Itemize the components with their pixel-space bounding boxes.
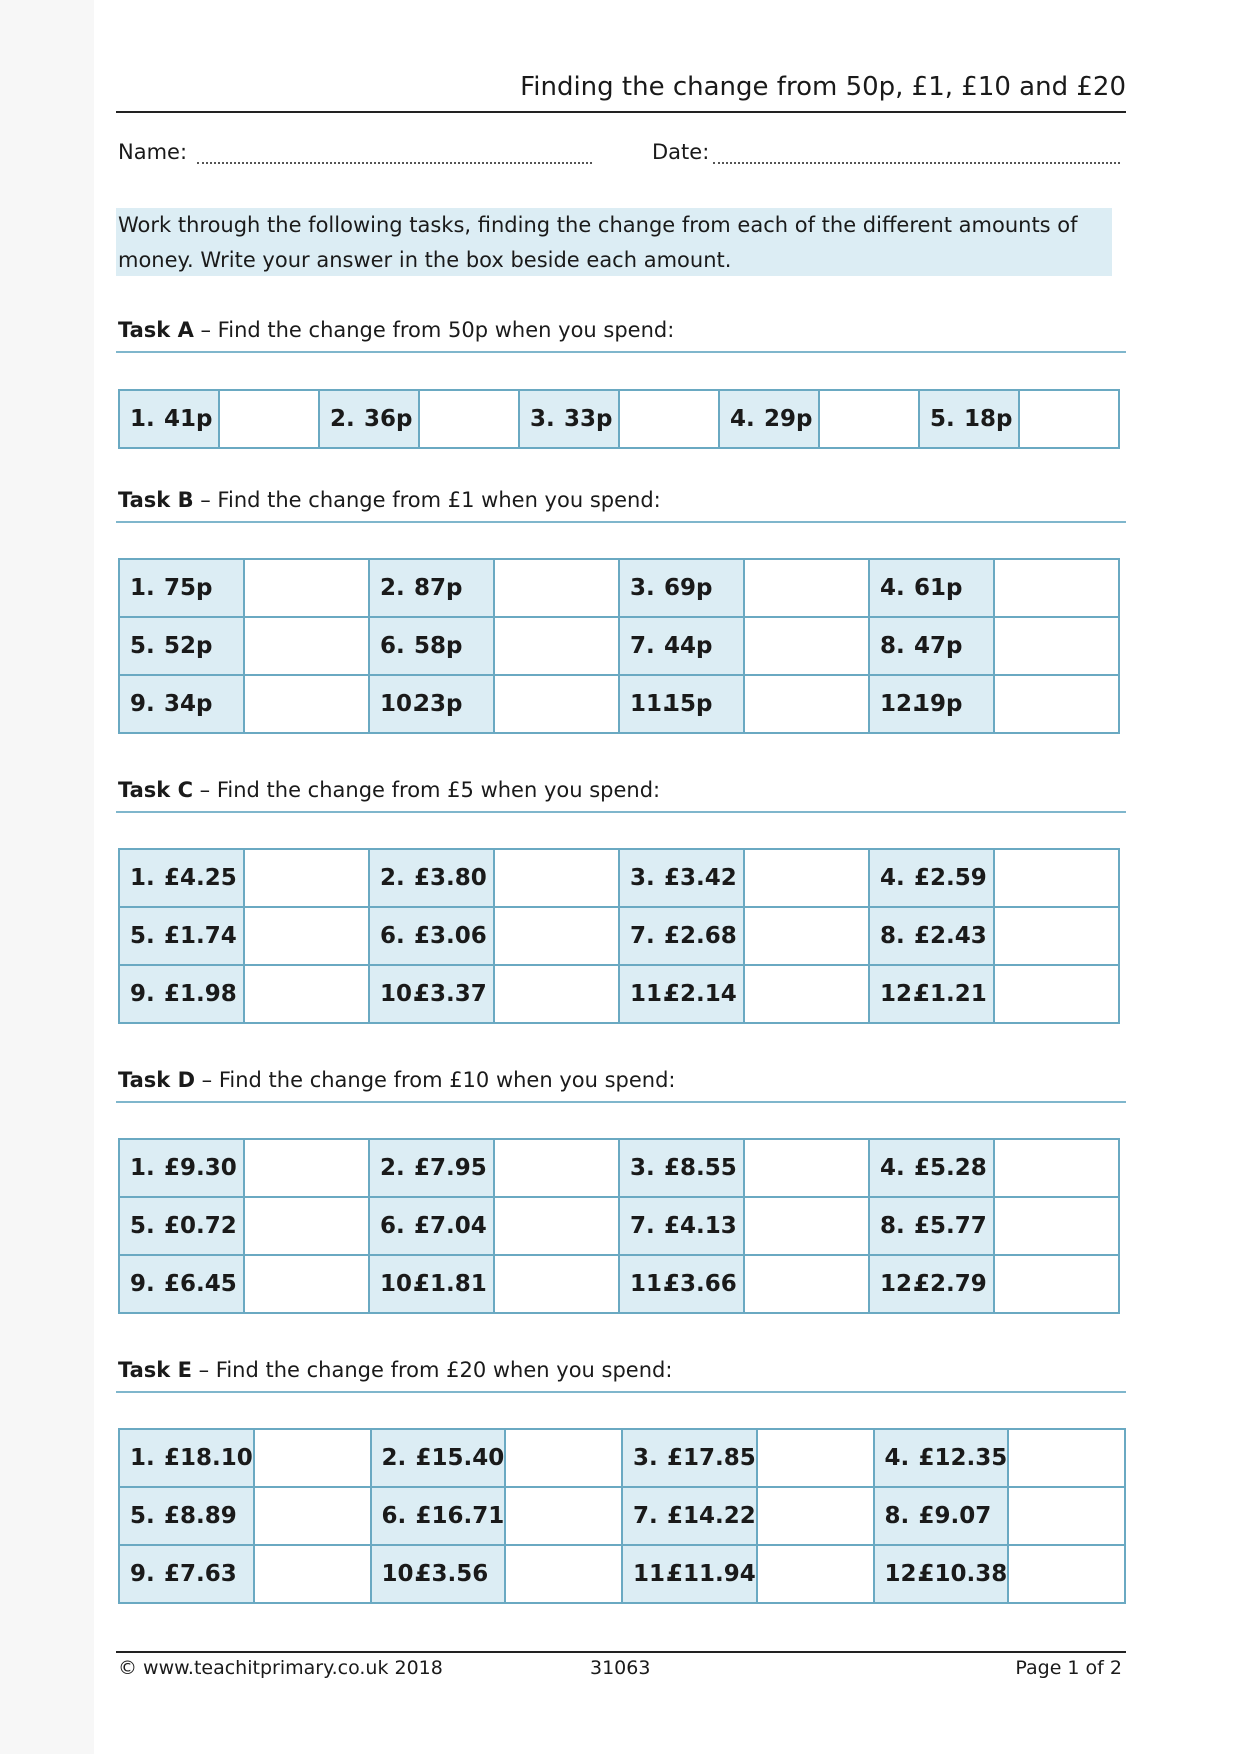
- amount-cell: [869, 907, 994, 965]
- answer-box[interactable]: [757, 1487, 874, 1545]
- amount-value: 87p: [414, 575, 463, 601]
- task-instruction: – Find the change from £1 when you spend:: [193, 488, 661, 512]
- answer-box[interactable]: [757, 1429, 874, 1487]
- amount-cell: [874, 1429, 1009, 1487]
- amount-cell: [119, 849, 244, 907]
- amount-cell: [869, 675, 994, 733]
- amount-cell: [119, 1545, 254, 1603]
- amount-value: £7.04: [414, 1213, 487, 1239]
- amount-value: £2.43: [914, 923, 987, 949]
- amount-value: £3.56: [415, 1561, 489, 1587]
- answer-box[interactable]: [254, 1487, 371, 1545]
- amount-value: £1.21: [914, 981, 987, 1007]
- question-number: 11.: [633, 1561, 674, 1587]
- amount-cell: [119, 1429, 254, 1487]
- question-number: 3.: [530, 406, 555, 432]
- name-line[interactable]: [197, 144, 592, 164]
- question-number: 3.: [630, 575, 655, 601]
- amount-value: £9.30: [164, 1155, 237, 1181]
- amount-value: 23p: [414, 691, 463, 717]
- answer-box[interactable]: [994, 965, 1119, 1023]
- answer-box[interactable]: [505, 1545, 622, 1603]
- grid-row: [119, 390, 1119, 448]
- amount-cell: [869, 1197, 994, 1255]
- amount-cell: [519, 390, 619, 448]
- grid-row: [119, 675, 1119, 733]
- question-number: 5.: [130, 1503, 155, 1529]
- amount-value: £9.07: [918, 1503, 992, 1529]
- amount-value: 75p: [164, 575, 213, 601]
- answer-box[interactable]: [244, 1255, 369, 1313]
- amount-value: 19p: [914, 691, 963, 717]
- task-grid: [118, 558, 1120, 734]
- amount-cell: [619, 559, 744, 617]
- task-heading: [118, 318, 674, 342]
- task-heading: [118, 778, 660, 802]
- amount-value: £2.68: [664, 923, 737, 949]
- question-number: 11.: [630, 691, 671, 717]
- grid-row: [119, 1197, 1119, 1255]
- answer-box[interactable]: [254, 1545, 371, 1603]
- date-label: Date:: [652, 140, 710, 164]
- answer-box[interactable]: [244, 559, 369, 617]
- question-number: 8.: [884, 1503, 910, 1529]
- question-number: 4.: [730, 406, 755, 432]
- question-number: 8.: [880, 923, 905, 949]
- amount-cell: [369, 675, 494, 733]
- answer-box[interactable]: [494, 849, 619, 907]
- amount-cell: [719, 390, 819, 448]
- answer-box[interactable]: [244, 617, 369, 675]
- answer-box[interactable]: [244, 1197, 369, 1255]
- answer-box[interactable]: [494, 1197, 619, 1255]
- answer-box[interactable]: [505, 1429, 622, 1487]
- amount-value: £0.72: [164, 1213, 237, 1239]
- question-number: 8.: [880, 1213, 905, 1239]
- amount-cell: [619, 849, 744, 907]
- task-heading: [118, 488, 661, 512]
- answer-box[interactable]: [994, 675, 1119, 733]
- question-number: 12.: [880, 691, 921, 717]
- amount-cell: [869, 849, 994, 907]
- question-number: 12.: [880, 1271, 921, 1297]
- question-number: 1.: [130, 406, 155, 432]
- amount-value: £2.59: [914, 865, 987, 891]
- question-number: 7.: [630, 923, 655, 949]
- amount-cell: [371, 1487, 506, 1545]
- amount-cell: [869, 559, 994, 617]
- question-number: 5.: [130, 923, 155, 949]
- question-number: 11.: [630, 1271, 671, 1297]
- amount-cell: [619, 907, 744, 965]
- answer-box[interactable]: [994, 559, 1119, 617]
- question-number: 2.: [380, 1155, 405, 1181]
- answer-box[interactable]: [494, 907, 619, 965]
- amount-value: £2.79: [914, 1271, 987, 1297]
- amount-cell: [619, 617, 744, 675]
- footer-page-number: Page 1 of 2: [1015, 1657, 1122, 1679]
- amount-value: £16.71: [415, 1503, 505, 1529]
- task-label: Task E: [118, 1358, 192, 1382]
- answer-box[interactable]: [1008, 1429, 1125, 1487]
- amount-value: £11.94: [667, 1561, 756, 1587]
- amount-value: 33p: [564, 406, 613, 432]
- amount-cell: [369, 1139, 494, 1197]
- answer-box[interactable]: [744, 1255, 869, 1313]
- amount-value: £7.95: [414, 1155, 487, 1181]
- question-number: 4.: [880, 1155, 905, 1181]
- answer-box[interactable]: [219, 390, 319, 448]
- answer-box[interactable]: [744, 617, 869, 675]
- amount-value: £1.98: [164, 981, 237, 1007]
- answer-box[interactable]: [744, 907, 869, 965]
- grid-row: [119, 1429, 1125, 1487]
- amount-value: £8.89: [164, 1503, 237, 1529]
- amount-value: £5.28: [914, 1155, 987, 1181]
- answer-box[interactable]: [994, 617, 1119, 675]
- answer-box[interactable]: [494, 1139, 619, 1197]
- answer-box[interactable]: [994, 1197, 1119, 1255]
- question-number: 12.: [880, 981, 921, 1007]
- amount-value: £10.38: [918, 1561, 1008, 1587]
- question-number: 4.: [880, 865, 905, 891]
- amount-cell: [919, 390, 1019, 448]
- amount-cell: [622, 1545, 757, 1603]
- answer-box[interactable]: [505, 1487, 622, 1545]
- amount-value: £3.42: [664, 865, 737, 891]
- question-number: 6.: [380, 1213, 405, 1239]
- question-number: 10.: [380, 1271, 421, 1297]
- question-number: 3.: [630, 865, 655, 891]
- answer-box[interactable]: [994, 1255, 1119, 1313]
- task-divider: [116, 1101, 1126, 1103]
- question-number: 5.: [130, 1213, 155, 1239]
- amount-value: £1.81: [414, 1271, 487, 1297]
- grid-row: [119, 849, 1119, 907]
- amount-value: £4.25: [164, 865, 237, 891]
- question-number: 4.: [884, 1445, 910, 1471]
- title-divider: [116, 111, 1126, 113]
- answer-box[interactable]: [244, 965, 369, 1023]
- grid-row: [119, 1487, 1125, 1545]
- amount-cell: [371, 1545, 506, 1603]
- amount-value: 58p: [414, 633, 463, 659]
- question-number: 3.: [633, 1445, 658, 1471]
- task-heading: [118, 1358, 672, 1382]
- amount-cell: [622, 1429, 757, 1487]
- question-number: 9.: [130, 1271, 155, 1297]
- amount-value: 61p: [914, 575, 963, 601]
- answer-box[interactable]: [757, 1545, 874, 1603]
- task-instruction: – Find the change from £20 when you spend:: [191, 1358, 673, 1382]
- question-number: 9.: [130, 691, 155, 717]
- answer-box[interactable]: [244, 1139, 369, 1197]
- task-label: Task A: [118, 318, 194, 342]
- grid-row: [119, 617, 1119, 675]
- question-number: 5.: [930, 406, 955, 432]
- amount-value: £4.13: [664, 1213, 737, 1239]
- task-divider: [116, 351, 1126, 353]
- amount-cell: [119, 1139, 244, 1197]
- answer-box[interactable]: [994, 1139, 1119, 1197]
- amount-cell: [619, 965, 744, 1023]
- question-number: 6.: [381, 1503, 407, 1529]
- answer-box[interactable]: [494, 617, 619, 675]
- amount-value: £15.40: [415, 1445, 505, 1471]
- task-grid: [118, 1428, 1126, 1604]
- answer-box[interactable]: [819, 390, 919, 448]
- amount-cell: [119, 965, 244, 1023]
- amount-value: £7.63: [164, 1561, 237, 1587]
- answer-box[interactable]: [254, 1429, 371, 1487]
- answer-box[interactable]: [619, 390, 719, 448]
- answer-box[interactable]: [744, 1139, 869, 1197]
- amount-cell: [369, 1197, 494, 1255]
- amount-cell: [874, 1487, 1009, 1545]
- amount-value: 47p: [914, 633, 963, 659]
- answer-box[interactable]: [244, 849, 369, 907]
- task-instruction: – Find the change from 50p when you spend:: [193, 318, 675, 342]
- task-label: Task D: [118, 1068, 195, 1092]
- grid-row: [119, 1545, 1125, 1603]
- question-number: 10.: [381, 1561, 423, 1587]
- question-number: 7.: [633, 1503, 658, 1529]
- amount-value: £3.06: [414, 923, 487, 949]
- amount-cell: [869, 965, 994, 1023]
- answer-box[interactable]: [1008, 1545, 1125, 1603]
- answer-box[interactable]: [244, 675, 369, 733]
- grid-row: [119, 559, 1119, 617]
- answer-box[interactable]: [494, 965, 619, 1023]
- answer-box[interactable]: [419, 390, 519, 448]
- page-margin: [0, 0, 94, 1754]
- task-grid: [118, 1138, 1120, 1314]
- question-number: 7.: [630, 1213, 655, 1239]
- name-label: Name:: [118, 140, 188, 164]
- amount-cell: [119, 1197, 244, 1255]
- question-number: 9.: [130, 1561, 155, 1587]
- task-heading: [118, 1068, 676, 1092]
- footer-code: 31063: [590, 1657, 651, 1679]
- answer-box[interactable]: [744, 965, 869, 1023]
- amount-cell: [119, 675, 244, 733]
- answer-box[interactable]: [994, 849, 1119, 907]
- amount-cell: [619, 1139, 744, 1197]
- task-instruction: – Find the change from £5 when you spend:: [192, 778, 661, 802]
- question-number: 10.: [380, 981, 421, 1007]
- question-number: 6.: [380, 633, 405, 659]
- amount-value: 52p: [164, 633, 213, 659]
- question-number: 11.: [630, 981, 671, 1007]
- amount-cell: [319, 390, 419, 448]
- question-number: 2.: [330, 406, 355, 432]
- amount-value: 18p: [964, 406, 1013, 432]
- name-field[interactable]: [118, 140, 592, 164]
- answer-box[interactable]: [494, 559, 619, 617]
- amount-cell: [369, 907, 494, 965]
- amount-cell: [119, 617, 244, 675]
- amount-cell: [869, 617, 994, 675]
- grid-row: [119, 907, 1119, 965]
- question-number: 9.: [130, 981, 155, 1007]
- date-field[interactable]: [652, 140, 1120, 164]
- amount-cell: [119, 1487, 254, 1545]
- amount-value: £3.80: [414, 865, 487, 891]
- amount-cell: [619, 1255, 744, 1313]
- amount-cell: [622, 1487, 757, 1545]
- question-number: 2.: [381, 1445, 407, 1471]
- task-grid: [118, 848, 1120, 1024]
- amount-cell: [369, 617, 494, 675]
- question-number: 10.: [380, 691, 421, 717]
- answer-box[interactable]: [744, 675, 869, 733]
- amount-value: £2.14: [664, 981, 737, 1007]
- amount-value: 15p: [664, 691, 713, 717]
- question-number: 1.: [130, 1445, 155, 1471]
- answer-box[interactable]: [994, 907, 1119, 965]
- question-number: 6.: [380, 923, 405, 949]
- answer-box[interactable]: [1019, 390, 1119, 448]
- amount-value: 69p: [664, 575, 713, 601]
- amount-value: £1.74: [164, 923, 237, 949]
- question-number: 3.: [630, 1155, 655, 1181]
- task-divider: [116, 1391, 1126, 1393]
- task-divider: [116, 811, 1126, 813]
- question-number: 1.: [130, 865, 155, 891]
- answer-box[interactable]: [494, 675, 619, 733]
- question-number: 1.: [130, 1155, 155, 1181]
- amount-cell: [869, 1139, 994, 1197]
- amount-value: £17.85: [667, 1445, 756, 1471]
- amount-value: 34p: [164, 691, 213, 717]
- footer-divider: [116, 1651, 1126, 1653]
- amount-value: £5.77: [914, 1213, 987, 1239]
- footer-copyright: © www.teachitprimary.co.uk 2018: [118, 1657, 443, 1679]
- amount-cell: [619, 675, 744, 733]
- answer-box[interactable]: [744, 849, 869, 907]
- amount-cell: [369, 849, 494, 907]
- task-label: Task C: [118, 778, 193, 802]
- amount-value: 29p: [764, 406, 813, 432]
- answer-box[interactable]: [744, 1197, 869, 1255]
- question-number: 4.: [880, 575, 905, 601]
- amount-value: £3.66: [664, 1271, 737, 1297]
- amount-value: £8.55: [664, 1155, 737, 1181]
- grid-row: [119, 1255, 1119, 1313]
- amount-value: £18.10: [164, 1445, 253, 1471]
- amount-value: 41p: [164, 406, 213, 432]
- page-title: Finding the change from 50p, £1, £10 and £20: [520, 72, 1126, 102]
- amount-value: 44p: [664, 633, 713, 659]
- amount-value: 36p: [364, 406, 413, 432]
- question-number: 1.: [130, 575, 155, 601]
- grid-row: [119, 1139, 1119, 1197]
- question-number: 8.: [880, 633, 905, 659]
- amount-cell: [369, 1255, 494, 1313]
- instructions-box: Work through the following tasks, finding the change from each of the different amounts of money. Write your answer in the box beside each amount.: [116, 208, 1112, 276]
- amount-cell: [119, 559, 244, 617]
- answer-box[interactable]: [494, 1255, 619, 1313]
- task-divider: [116, 521, 1126, 523]
- amount-value: £12.35: [918, 1445, 1008, 1471]
- task-grid: [118, 389, 1120, 449]
- answer-box[interactable]: [1008, 1487, 1125, 1545]
- answer-box[interactable]: [244, 907, 369, 965]
- question-number: 7.: [630, 633, 655, 659]
- amount-cell: [874, 1545, 1009, 1603]
- task-label: Task B: [118, 488, 194, 512]
- date-line[interactable]: [713, 144, 1120, 164]
- amount-value: £3.37: [414, 981, 487, 1007]
- answer-box[interactable]: [744, 559, 869, 617]
- question-number: 5.: [130, 633, 155, 659]
- amount-value: £14.22: [667, 1503, 756, 1529]
- grid-row: [119, 965, 1119, 1023]
- amount-value: £6.45: [164, 1271, 237, 1297]
- amount-cell: [119, 390, 219, 448]
- amount-cell: [369, 559, 494, 617]
- amount-cell: [119, 1255, 244, 1313]
- question-number: 12.: [884, 1561, 926, 1587]
- amount-cell: [619, 1197, 744, 1255]
- amount-cell: [369, 965, 494, 1023]
- task-instruction: – Find the change from £10 when you spend:: [195, 1068, 676, 1092]
- question-number: 2.: [380, 865, 405, 891]
- amount-cell: [371, 1429, 506, 1487]
- question-number: 2.: [380, 575, 405, 601]
- amount-cell: [119, 907, 244, 965]
- amount-cell: [869, 1255, 994, 1313]
